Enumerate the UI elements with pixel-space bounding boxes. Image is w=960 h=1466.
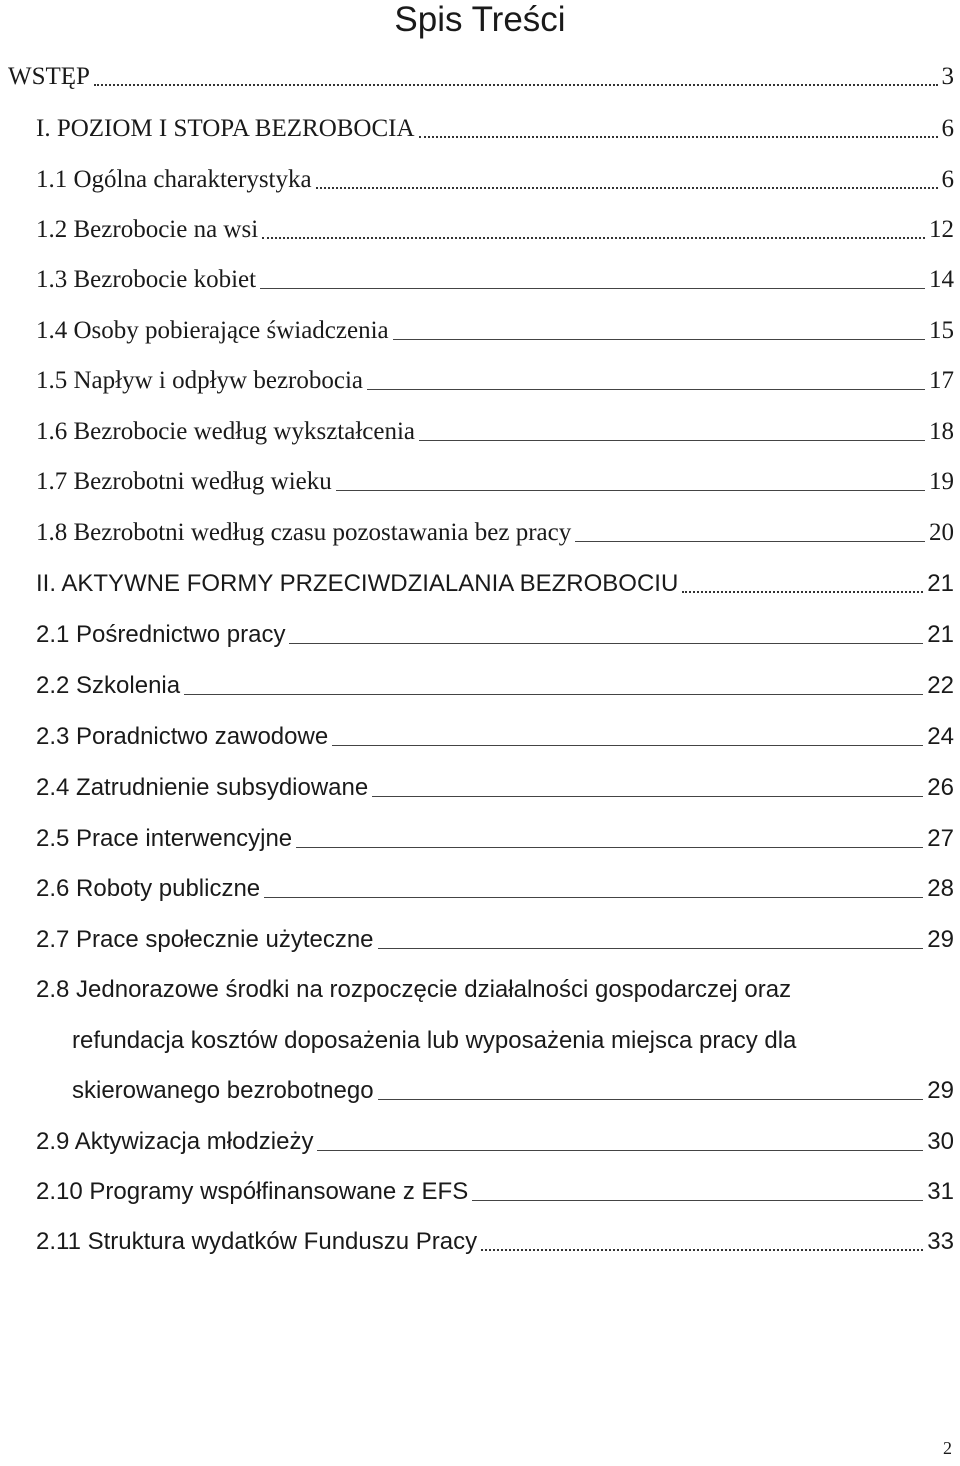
toc-entry-page: 28 (927, 875, 954, 902)
toc-entry-page: 14 (929, 266, 954, 293)
toc-entry-label: 1.3 Bezrobocie kobiet (36, 266, 257, 293)
toc-entry[interactable] (36, 1227, 954, 1257)
toc-entry-label: 1.4 Osoby pobierające świadczenia (36, 317, 389, 344)
toc-entry-page: 29 (927, 926, 954, 953)
toc-entry-page: 31 (927, 1178, 954, 1205)
solid-leader (372, 796, 923, 797)
toc-entry-label: 2.4 Zatrudnienie subsydiowane (36, 774, 369, 801)
dot-leader (94, 84, 938, 86)
toc-entry-label[interactable]: refundacja kosztów doposażenia lub wyposażenia miejsca pracy dla (72, 1027, 797, 1054)
toc-entry-page: 12 (929, 216, 954, 243)
toc-entry-label: 1.8 Bezrobotni według czasu pozostawania bez pracy (36, 519, 572, 546)
toc-entry[interactable] (36, 1127, 954, 1157)
solid-leader (317, 1150, 923, 1151)
toc-entry-page: 22 (927, 672, 954, 699)
dot-leader (419, 136, 938, 138)
solid-leader (393, 339, 925, 340)
toc-entry[interactable] (36, 265, 954, 295)
toc-entry[interactable] (36, 114, 954, 144)
dot-leader (481, 1249, 923, 1251)
toc-entry[interactable] (36, 925, 954, 955)
toc-entry-page: 33 (927, 1228, 954, 1255)
dot-leader (682, 591, 923, 593)
solid-leader (332, 745, 923, 746)
solid-leader (184, 694, 923, 695)
toc-entry-label: 1.5 Napływ i odpływ bezrobocia (36, 367, 364, 394)
toc-entry-page: 27 (927, 825, 954, 852)
toc-entry-page: 15 (929, 317, 954, 344)
toc-entry-page: 29 (927, 1077, 954, 1104)
toc-entry-label: 2.3 Poradnictwo zawodowe (36, 723, 329, 750)
toc-entry-label: II. AKTYWNE FORMY PRZECIWDZIALANIA BEZROBOCIU (36, 570, 679, 597)
toc-entry[interactable] (36, 722, 954, 752)
toc-entry[interactable] (36, 518, 954, 548)
dot-leader (316, 187, 938, 189)
toc-entry[interactable] (36, 671, 954, 701)
solid-leader (367, 389, 925, 390)
toc-entry[interactable] (36, 1177, 954, 1207)
toc-entry-page: 30 (927, 1128, 954, 1155)
toc-entry-label: 2.2 Szkolenia (36, 672, 181, 699)
toc-entry-page: 17 (929, 367, 954, 394)
toc-entry-label[interactable]: 2.8 Jednorazowe środki na rozpoczęcie działalności gospodarczej oraz (36, 976, 792, 1003)
toc-entry-page: 26 (927, 774, 954, 801)
toc-entry[interactable] (36, 467, 954, 497)
toc-entry-label: 1.1 Ogólna charakterystyka (36, 166, 312, 193)
toc-entry-label: I. POZIOM I STOPA BEZROBOCIA (36, 115, 415, 142)
toc-entry[interactable] (36, 773, 954, 803)
toc-entry[interactable] (36, 316, 954, 346)
toc-entry[interactable] (36, 215, 954, 245)
toc-entry-label: 1.6 Bezrobocie według wykształcenia (36, 418, 416, 445)
toc-entry-label: 1.7 Bezrobotni według wieku (36, 468, 332, 495)
page-number: 2 (943, 1438, 952, 1458)
toc-entry-page: 6 (941, 115, 954, 142)
toc-entry-page: 18 (929, 418, 954, 445)
toc-entry[interactable] (36, 874, 954, 904)
toc-entry-page: 3 (941, 63, 954, 90)
toc-entry[interactable] (36, 620, 954, 650)
toc-entry[interactable] (36, 417, 954, 447)
solid-leader (472, 1200, 923, 1201)
solid-leader (378, 1099, 924, 1100)
solid-leader (575, 541, 925, 542)
solid-leader (336, 490, 925, 491)
toc-entry-page: 21 (927, 570, 954, 597)
toc-entry-label: 2.10 Programy współfinansowane z EFS (36, 1178, 469, 1205)
toc-entry-page: 6 (941, 166, 954, 193)
toc-entry[interactable] (36, 824, 954, 854)
toc-entry[interactable] (72, 1076, 954, 1106)
solid-leader (296, 847, 923, 848)
solid-leader (289, 643, 923, 644)
page-title: Spis Treści (394, 0, 566, 39)
toc-entry[interactable] (36, 366, 954, 396)
toc-entry-label: WSTĘP (8, 63, 90, 90)
toc-entry-label: skierowanego bezrobotnego (72, 1077, 374, 1104)
toc-entry[interactable] (36, 569, 954, 599)
solid-leader (260, 288, 925, 289)
toc-entry-label: 2.5 Prace interwencyjne (36, 825, 293, 852)
toc-entry-label: 2.6 Roboty publiczne (36, 875, 261, 902)
solid-leader (419, 440, 925, 441)
solid-leader (378, 948, 924, 949)
solid-leader (264, 897, 923, 898)
toc-entry-page: 20 (929, 519, 954, 546)
toc-entry-label: 2.1 Pośrednictwo pracy (36, 621, 286, 648)
toc-entry-page: 21 (927, 621, 954, 648)
toc-entry-label: 2.7 Prace społecznie użyteczne (36, 926, 374, 953)
toc-entry-label: 1.2 Bezrobocie na wsi (36, 216, 259, 243)
toc-entry-label: 2.11 Struktura wydatków Funduszu Pracy (36, 1228, 478, 1255)
dot-leader (262, 237, 925, 239)
toc-entry-label: 2.9 Aktywizacja młodzieży (36, 1128, 314, 1155)
toc-entry[interactable] (8, 62, 954, 92)
toc-entry-page: 24 (927, 723, 954, 750)
toc-entry-page: 19 (929, 468, 954, 495)
toc-entry[interactable] (36, 165, 954, 195)
